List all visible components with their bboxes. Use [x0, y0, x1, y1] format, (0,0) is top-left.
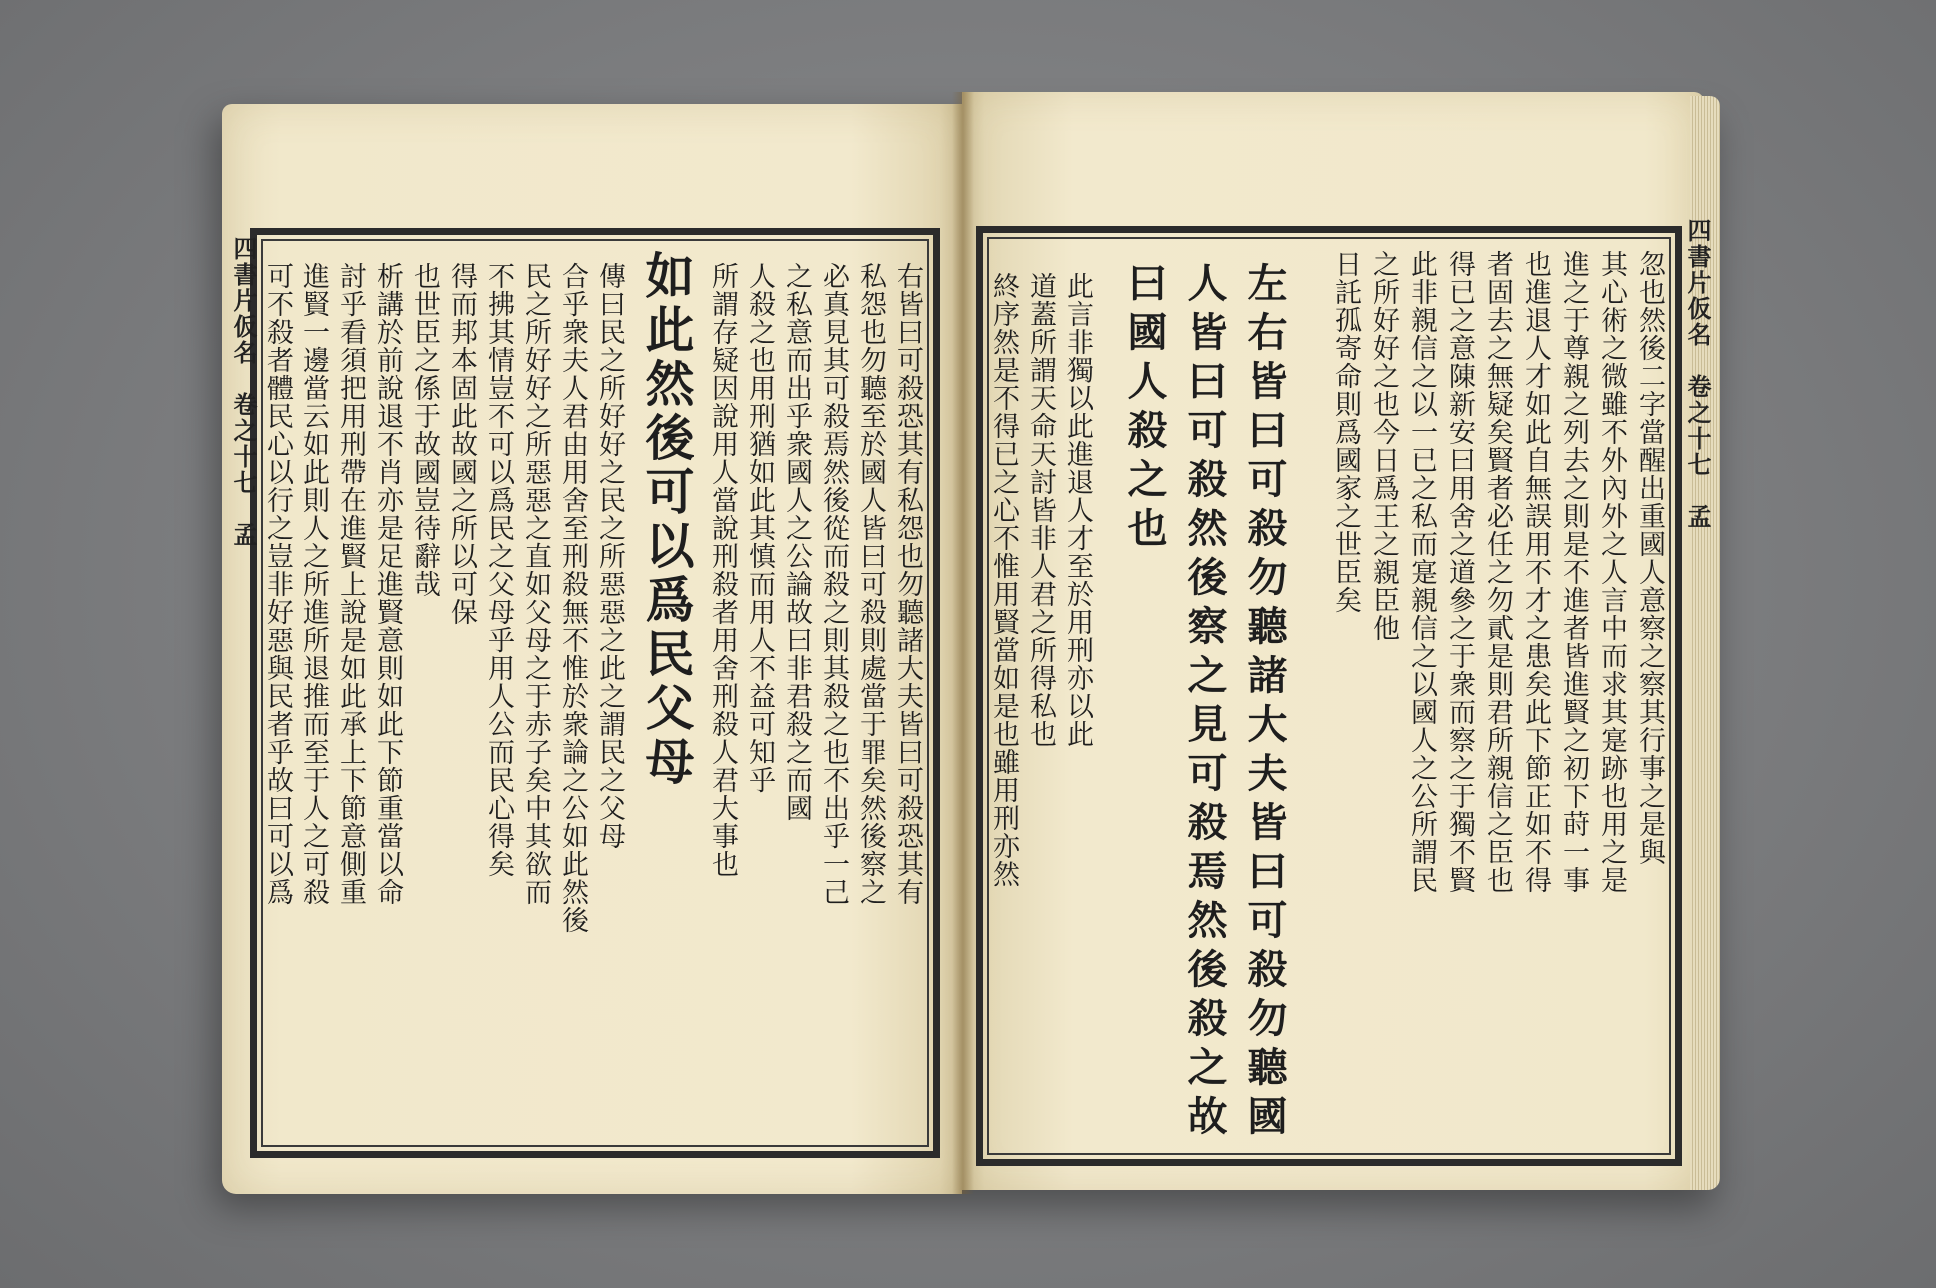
left-col-11: 不拂其情豈不可以爲民之父母乎用人公而民心得矣 — [483, 262, 514, 878]
right-col-1: 忽也然後二字當醒出重國人意察之察其行事之是與 — [1634, 250, 1665, 866]
left-col-13: 也世臣之係于故國豈待辭哉 — [409, 262, 440, 598]
left-col-6: 所謂存疑因說用人當說刑殺者用舍刑殺人君大事也 — [707, 262, 738, 878]
left-col-5: 人殺之也用刑猶如此其慎而用人不益可知乎 — [744, 262, 775, 794]
left-col-15: 討乎看須把用刑帶在進賢上說是如此承上下節意側重 — [335, 262, 366, 906]
left-heading-col: 如此然後可以爲民父母 — [638, 250, 696, 790]
left-col-10: 民之所好好之所惡惡之直如父母之于赤子矣中其欲而 — [520, 262, 551, 906]
right-col-9: 日託孤寄命則爲國家之世臣矣 — [1330, 250, 1361, 614]
right-col-15: 終序然是不得已之心不惟用賢當如是也雖用刑亦然 — [988, 272, 1019, 888]
left-col-9: 合乎衆夫人君由用舍至刑殺無不惟於衆論之公如此然後 — [557, 262, 588, 934]
left-col-8: 傳曰民之所好好之民之所惡惡之此之謂民之父母 — [594, 262, 625, 850]
left-col-1: 右皆曰可殺恐其有私怨也勿聽諸大夫皆曰可殺恐其有 — [892, 262, 923, 906]
left-col-14: 析講於前說退不肖亦是足進賢意則如此下節重當以命 — [372, 262, 403, 906]
left-col-4: 之私意而出乎衆國人之公論故曰非君殺之而國 — [781, 262, 812, 822]
right-col-3: 進之于尊親之列去之則是不進者皆進賢之初下莳一事 — [1558, 250, 1589, 894]
left-margin-title: 四書片仮名 卷之十七 孟 — [229, 236, 258, 548]
right-col-4: 也進退人才如此自無誤用不才之患矣此下節正如不得 — [1520, 250, 1551, 894]
left-col-12: 得而邦本固此故國之所以可保 — [446, 262, 477, 626]
book-gutter — [952, 92, 974, 1194]
left-col-2: 私怨也勿聽至於國人皆曰可殺則處當于罪矣然後察之 — [855, 262, 886, 906]
right-heading-col-1: 左右皆曰可殺勿聽諸大夫皆曰可殺勿聽國 — [1241, 262, 1288, 1144]
right-heading-col-3: 曰國人殺之也 — [1121, 262, 1168, 556]
left-col-3: 必真見其可殺焉然後從而殺之則其殺之也不出乎一己 — [818, 262, 849, 906]
right-col-7: 此非親信之以一已之私而寔親信之以國人之公所謂民 — [1406, 250, 1437, 894]
right-heading-col-2: 人皆曰可殺然後察之見可殺焉然後殺之故 — [1181, 262, 1228, 1144]
left-col-17: 可不殺者體民心以行之豈非好惡與民者乎故曰可以爲 — [262, 262, 293, 906]
right-margin-title: 四書片仮名 卷之十七 孟 — [1683, 218, 1712, 530]
right-col-5: 者固去之無疑矣賢者必任之勿貳是則君所親信之臣也 — [1482, 250, 1513, 894]
right-col-2: 其心術之微雖不外內外之人言中而求其寔跡也用之是 — [1596, 250, 1627, 894]
right-col-6: 得已之意陳新安曰用舍之道參之于衆而察之于獨不賢 — [1444, 250, 1475, 894]
left-col-16: 進賢一邊當云如此則人之所進所退推而至于人之可殺 — [298, 262, 329, 906]
right-col-14: 道蓋所謂天命天討皆非人君之所得私也 — [1025, 272, 1056, 748]
right-col-13: 此言非獨以此進退人才至於用刑亦以此 — [1062, 272, 1093, 748]
right-col-8: 之所好好之也今日爲王之親臣他 — [1368, 250, 1399, 642]
